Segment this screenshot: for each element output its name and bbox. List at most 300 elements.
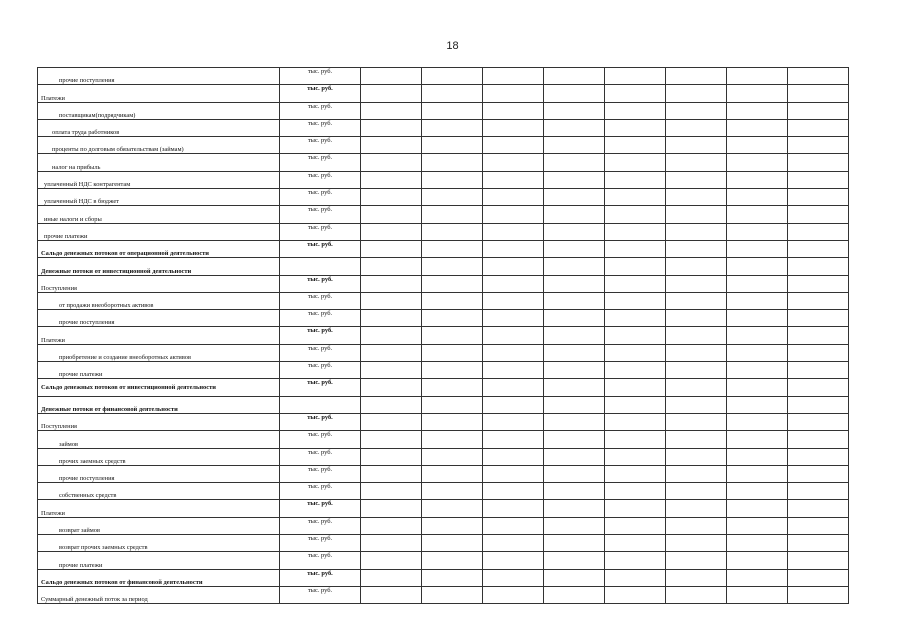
value-cell[interactable]	[483, 552, 544, 569]
value-cell[interactable]	[422, 448, 483, 465]
table-row	[38, 85, 849, 102]
value-cell[interactable]	[483, 119, 544, 136]
value-cell[interactable]	[483, 483, 544, 500]
value-cell[interactable]	[605, 258, 666, 275]
row-label: Денежные потоки от инвестиционной деятельности	[38, 258, 280, 275]
value-cell[interactable]	[544, 535, 605, 552]
value-cell[interactable]	[666, 413, 727, 430]
table-row	[38, 379, 849, 396]
table-row	[38, 448, 849, 465]
value-cell[interactable]	[788, 517, 849, 534]
value-cell[interactable]	[361, 396, 422, 413]
value-cell[interactable]	[605, 413, 666, 430]
value-cell[interactable]	[788, 379, 849, 396]
row-label: иные налоги и сборы	[38, 206, 280, 223]
row-label: прочие поступления	[38, 310, 280, 327]
value-cell[interactable]	[422, 379, 483, 396]
value-cell[interactable]	[727, 483, 788, 500]
value-cell[interactable]	[727, 68, 788, 85]
value-cell[interactable]	[666, 500, 727, 517]
value-cell[interactable]	[605, 552, 666, 569]
row-label: налог на прибыль	[38, 154, 280, 171]
value-cell[interactable]	[483, 517, 544, 534]
row-unit: тыс. руб.	[280, 500, 361, 517]
table-body	[38, 68, 849, 604]
value-cell[interactable]	[727, 379, 788, 396]
value-cell[interactable]	[788, 275, 849, 292]
value-cell[interactable]	[544, 379, 605, 396]
value-cell[interactable]	[483, 431, 544, 448]
value-cell[interactable]	[727, 517, 788, 534]
value-cell[interactable]	[483, 310, 544, 327]
row-label: Платежи	[38, 85, 280, 102]
value-cell[interactable]	[361, 102, 422, 119]
value-cell[interactable]	[483, 379, 544, 396]
value-cell[interactable]	[605, 362, 666, 379]
value-cell[interactable]	[422, 431, 483, 448]
value-cell[interactable]	[483, 344, 544, 361]
value-cell[interactable]	[544, 206, 605, 223]
row-unit: тыс. руб.	[280, 68, 361, 85]
row-unit: тыс. руб.	[280, 465, 361, 482]
value-cell[interactable]	[788, 586, 849, 603]
value-cell[interactable]	[483, 223, 544, 240]
value-cell[interactable]	[544, 119, 605, 136]
value-cell[interactable]	[666, 189, 727, 206]
table-row	[38, 552, 849, 569]
value-cell[interactable]	[361, 292, 422, 309]
value-cell[interactable]	[666, 448, 727, 465]
row-label: Сальдо денежных потоков от инвестиционной деятельности	[38, 379, 280, 396]
value-cell[interactable]	[727, 362, 788, 379]
table-row	[38, 327, 849, 344]
value-cell[interactable]	[422, 68, 483, 85]
value-cell[interactable]	[788, 223, 849, 240]
value-cell[interactable]	[666, 223, 727, 240]
value-cell[interactable]	[361, 413, 422, 430]
value-cell[interactable]	[361, 448, 422, 465]
value-cell[interactable]	[544, 500, 605, 517]
value-cell[interactable]	[361, 569, 422, 586]
value-cell[interactable]	[605, 68, 666, 85]
value-cell[interactable]	[788, 569, 849, 586]
row-label: уплаченный НДС контрагентам	[38, 171, 280, 188]
row-unit: тыс. руб.	[280, 292, 361, 309]
value-cell[interactable]	[727, 448, 788, 465]
value-cell[interactable]	[361, 379, 422, 396]
value-cell[interactable]	[483, 171, 544, 188]
value-cell[interactable]	[544, 292, 605, 309]
value-cell[interactable]	[666, 552, 727, 569]
table-row	[38, 68, 849, 85]
row-unit: тыс. руб.	[280, 483, 361, 500]
value-cell[interactable]	[544, 223, 605, 240]
value-cell[interactable]	[483, 102, 544, 119]
value-cell[interactable]	[483, 68, 544, 85]
value-cell[interactable]	[605, 327, 666, 344]
table-row	[38, 569, 849, 586]
value-cell[interactable]	[361, 119, 422, 136]
row-label: возврат займов	[38, 517, 280, 534]
table-row	[38, 189, 849, 206]
value-cell[interactable]	[666, 344, 727, 361]
value-cell[interactable]	[666, 275, 727, 292]
value-cell[interactable]	[727, 137, 788, 154]
value-cell[interactable]	[788, 465, 849, 482]
value-cell[interactable]	[666, 483, 727, 500]
row-unit: тыс. руб.	[280, 240, 361, 257]
value-cell[interactable]	[361, 517, 422, 534]
value-cell[interactable]	[483, 396, 544, 413]
value-cell[interactable]	[544, 189, 605, 206]
value-cell[interactable]	[544, 154, 605, 171]
row-unit: тыс. руб.	[280, 517, 361, 534]
value-cell[interactable]	[727, 258, 788, 275]
row-unit: тыс. руб.	[280, 586, 361, 603]
value-cell[interactable]	[788, 292, 849, 309]
value-cell[interactable]	[483, 206, 544, 223]
value-cell[interactable]	[727, 344, 788, 361]
value-cell[interactable]	[544, 465, 605, 482]
value-cell[interactable]	[605, 310, 666, 327]
value-cell[interactable]	[544, 483, 605, 500]
value-cell[interactable]	[605, 292, 666, 309]
value-cell[interactable]	[727, 396, 788, 413]
value-cell[interactable]	[361, 85, 422, 102]
value-cell[interactable]	[605, 223, 666, 240]
value-cell[interactable]	[727, 240, 788, 257]
value-cell[interactable]	[666, 431, 727, 448]
value-cell[interactable]	[666, 310, 727, 327]
table-row	[38, 362, 849, 379]
table-row	[38, 413, 849, 430]
table-row	[38, 292, 849, 309]
value-cell[interactable]	[605, 275, 666, 292]
value-cell[interactable]	[422, 552, 483, 569]
value-cell[interactable]	[727, 327, 788, 344]
value-cell[interactable]	[422, 465, 483, 482]
value-cell[interactable]	[605, 535, 666, 552]
value-cell[interactable]	[666, 102, 727, 119]
value-cell[interactable]	[788, 552, 849, 569]
value-cell[interactable]	[788, 240, 849, 257]
value-cell[interactable]	[422, 275, 483, 292]
value-cell[interactable]	[788, 154, 849, 171]
value-cell[interactable]	[666, 569, 727, 586]
value-cell[interactable]	[483, 586, 544, 603]
value-cell[interactable]	[605, 240, 666, 257]
value-cell[interactable]	[544, 431, 605, 448]
value-cell[interactable]	[483, 500, 544, 517]
value-cell[interactable]	[605, 448, 666, 465]
value-cell[interactable]	[422, 292, 483, 309]
row-unit: тыс. руб.	[280, 85, 361, 102]
value-cell[interactable]	[788, 137, 849, 154]
value-cell[interactable]	[788, 85, 849, 102]
value-cell[interactable]	[422, 483, 483, 500]
value-cell[interactable]	[666, 535, 727, 552]
value-cell[interactable]	[483, 362, 544, 379]
value-cell[interactable]	[727, 431, 788, 448]
value-cell[interactable]	[422, 223, 483, 240]
value-cell[interactable]	[727, 586, 788, 603]
value-cell[interactable]	[422, 413, 483, 430]
value-cell[interactable]	[544, 552, 605, 569]
value-cell[interactable]	[422, 569, 483, 586]
value-cell[interactable]	[544, 310, 605, 327]
value-cell[interactable]	[483, 569, 544, 586]
value-cell[interactable]	[666, 465, 727, 482]
value-cell[interactable]	[483, 448, 544, 465]
value-cell[interactable]	[422, 85, 483, 102]
row-label: прочих заемных средств	[38, 448, 280, 465]
value-cell[interactable]	[361, 189, 422, 206]
value-cell[interactable]	[361, 535, 422, 552]
value-cell[interactable]	[666, 517, 727, 534]
value-cell[interactable]	[483, 137, 544, 154]
value-cell[interactable]	[788, 448, 849, 465]
value-cell[interactable]	[727, 569, 788, 586]
value-cell[interactable]	[483, 535, 544, 552]
cash-flow-table	[37, 67, 849, 604]
value-cell[interactable]	[544, 171, 605, 188]
value-cell[interactable]	[605, 102, 666, 119]
row-unit: тыс. руб.	[280, 552, 361, 569]
value-cell[interactable]	[788, 362, 849, 379]
value-cell[interactable]	[727, 102, 788, 119]
row-label: прочие платежи	[38, 223, 280, 240]
value-cell[interactable]	[788, 396, 849, 413]
value-cell[interactable]	[361, 500, 422, 517]
value-cell[interactable]	[605, 517, 666, 534]
value-cell[interactable]	[727, 500, 788, 517]
value-cell[interactable]	[605, 189, 666, 206]
value-cell[interactable]	[666, 68, 727, 85]
value-cell[interactable]	[666, 379, 727, 396]
value-cell[interactable]	[361, 431, 422, 448]
row-label: возврат прочих заемных средств	[38, 535, 280, 552]
value-cell[interactable]	[422, 396, 483, 413]
value-cell[interactable]	[605, 344, 666, 361]
value-cell[interactable]	[422, 586, 483, 603]
value-cell[interactable]	[727, 223, 788, 240]
value-cell[interactable]	[483, 275, 544, 292]
value-cell[interactable]	[422, 171, 483, 188]
value-cell[interactable]	[666, 292, 727, 309]
value-cell[interactable]	[361, 154, 422, 171]
value-cell[interactable]	[666, 586, 727, 603]
value-cell[interactable]	[788, 327, 849, 344]
value-cell[interactable]	[727, 535, 788, 552]
value-cell[interactable]	[361, 327, 422, 344]
value-cell[interactable]	[666, 206, 727, 223]
row-label: проценты по долговым обязательствам (займам)	[38, 137, 280, 154]
value-cell[interactable]	[483, 154, 544, 171]
value-cell[interactable]	[544, 569, 605, 586]
value-cell[interactable]	[544, 68, 605, 85]
value-cell[interactable]	[361, 68, 422, 85]
value-cell[interactable]	[788, 535, 849, 552]
value-cell[interactable]	[788, 68, 849, 85]
value-cell[interactable]	[422, 327, 483, 344]
value-cell[interactable]	[788, 483, 849, 500]
value-cell[interactable]	[361, 586, 422, 603]
value-cell[interactable]	[788, 344, 849, 361]
value-cell[interactable]	[544, 396, 605, 413]
value-cell[interactable]	[361, 362, 422, 379]
value-cell[interactable]	[727, 154, 788, 171]
value-cell[interactable]	[788, 500, 849, 517]
row-label: собственных средств	[38, 483, 280, 500]
row-label: Платежи	[38, 500, 280, 517]
table-row	[38, 483, 849, 500]
table-row	[38, 102, 849, 119]
value-cell[interactable]	[605, 137, 666, 154]
value-cell[interactable]	[483, 292, 544, 309]
value-cell[interactable]	[727, 171, 788, 188]
value-cell[interactable]	[483, 465, 544, 482]
value-cell[interactable]	[361, 223, 422, 240]
value-cell[interactable]	[544, 102, 605, 119]
value-cell[interactable]	[788, 413, 849, 430]
value-cell[interactable]	[605, 396, 666, 413]
value-cell[interactable]	[788, 119, 849, 136]
value-cell[interactable]	[422, 535, 483, 552]
value-cell[interactable]	[788, 171, 849, 188]
value-cell[interactable]	[483, 240, 544, 257]
value-cell[interactable]	[788, 189, 849, 206]
value-cell[interactable]	[788, 206, 849, 223]
value-cell[interactable]	[544, 240, 605, 257]
value-cell[interactable]	[605, 569, 666, 586]
table-row	[38, 431, 849, 448]
value-cell[interactable]	[422, 500, 483, 517]
value-cell[interactable]	[788, 310, 849, 327]
value-cell[interactable]	[605, 119, 666, 136]
value-cell[interactable]	[361, 465, 422, 482]
value-cell[interactable]	[544, 362, 605, 379]
value-cell[interactable]	[605, 154, 666, 171]
row-unit: тыс. руб.	[280, 223, 361, 240]
value-cell[interactable]	[788, 431, 849, 448]
value-cell[interactable]	[666, 119, 727, 136]
value-cell[interactable]	[605, 465, 666, 482]
table-row	[38, 137, 849, 154]
value-cell[interactable]	[666, 327, 727, 344]
value-cell[interactable]	[605, 431, 666, 448]
value-cell[interactable]	[666, 154, 727, 171]
value-cell[interactable]	[544, 413, 605, 430]
table-row	[38, 465, 849, 482]
value-cell[interactable]	[666, 85, 727, 102]
value-cell[interactable]	[727, 465, 788, 482]
value-cell[interactable]	[666, 258, 727, 275]
value-cell[interactable]	[361, 483, 422, 500]
value-cell[interactable]	[544, 586, 605, 603]
value-cell[interactable]	[361, 137, 422, 154]
row-label: оплата труда работников	[38, 119, 280, 136]
value-cell[interactable]	[544, 85, 605, 102]
value-cell[interactable]	[483, 189, 544, 206]
value-cell[interactable]	[422, 154, 483, 171]
value-cell[interactable]	[483, 413, 544, 430]
value-cell[interactable]	[422, 258, 483, 275]
value-cell[interactable]	[666, 171, 727, 188]
value-cell[interactable]	[788, 258, 849, 275]
value-cell[interactable]	[666, 137, 727, 154]
value-cell[interactable]	[727, 552, 788, 569]
value-cell[interactable]	[483, 258, 544, 275]
value-cell[interactable]	[422, 310, 483, 327]
value-cell[interactable]	[727, 85, 788, 102]
value-cell[interactable]	[544, 275, 605, 292]
value-cell[interactable]	[605, 85, 666, 102]
value-cell[interactable]	[544, 448, 605, 465]
value-cell[interactable]	[788, 102, 849, 119]
row-label: приобретение и создание внеоборотных активов	[38, 344, 280, 361]
value-cell[interactable]	[422, 517, 483, 534]
value-cell[interactable]	[483, 85, 544, 102]
value-cell[interactable]	[361, 344, 422, 361]
value-cell[interactable]	[361, 258, 422, 275]
value-cell[interactable]	[544, 327, 605, 344]
value-cell[interactable]	[605, 171, 666, 188]
value-cell[interactable]	[422, 344, 483, 361]
row-unit: тыс. руб.	[280, 171, 361, 188]
value-cell[interactable]	[727, 119, 788, 136]
value-cell[interactable]	[544, 137, 605, 154]
value-cell[interactable]	[605, 586, 666, 603]
value-cell[interactable]	[727, 275, 788, 292]
value-cell[interactable]	[483, 327, 544, 344]
value-cell[interactable]	[666, 240, 727, 257]
value-cell[interactable]	[727, 292, 788, 309]
value-cell[interactable]	[361, 171, 422, 188]
value-cell[interactable]	[361, 275, 422, 292]
value-cell[interactable]	[727, 189, 788, 206]
value-cell[interactable]	[361, 206, 422, 223]
value-cell[interactable]	[422, 206, 483, 223]
value-cell[interactable]	[605, 483, 666, 500]
table-row	[38, 344, 849, 361]
value-cell[interactable]	[605, 379, 666, 396]
value-cell[interactable]	[605, 206, 666, 223]
value-cell[interactable]	[544, 258, 605, 275]
row-unit: тыс. руб.	[280, 535, 361, 552]
value-cell[interactable]	[361, 310, 422, 327]
value-cell[interactable]	[422, 189, 483, 206]
row-unit: тыс. руб.	[280, 413, 361, 430]
value-cell[interactable]	[422, 240, 483, 257]
value-cell[interactable]	[422, 119, 483, 136]
value-cell[interactable]	[422, 137, 483, 154]
value-cell[interactable]	[727, 310, 788, 327]
value-cell[interactable]	[361, 552, 422, 569]
value-cell[interactable]	[605, 500, 666, 517]
value-cell[interactable]	[727, 413, 788, 430]
value-cell[interactable]	[361, 240, 422, 257]
value-cell[interactable]	[544, 344, 605, 361]
row-unit: тыс. руб.	[280, 275, 361, 292]
row-label: прочие поступления	[38, 465, 280, 482]
table-row	[38, 223, 849, 240]
value-cell[interactable]	[727, 206, 788, 223]
value-cell[interactable]	[422, 102, 483, 119]
value-cell[interactable]	[666, 396, 727, 413]
value-cell[interactable]	[422, 362, 483, 379]
value-cell[interactable]	[666, 362, 727, 379]
value-cell[interactable]	[544, 517, 605, 534]
